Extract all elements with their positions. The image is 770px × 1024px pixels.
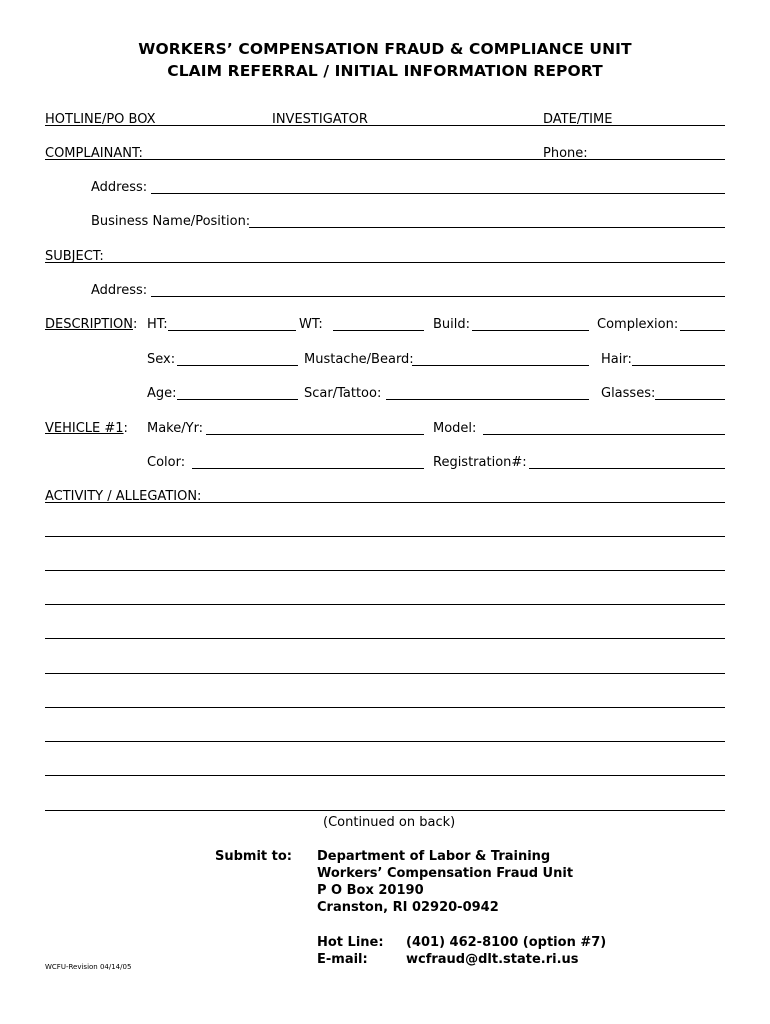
- mustache-label: Mustache/Beard:: [304, 352, 414, 367]
- hotline-number: (401) 462-8100 (option #7): [406, 935, 607, 950]
- color-field[interactable]: [192, 468, 424, 469]
- ht-field[interactable]: [168, 330, 296, 331]
- subject-address-label: Address:: [91, 283, 148, 298]
- ht-label: HT:: [147, 317, 168, 332]
- sex-label: Sex:: [147, 352, 176, 367]
- submit-to-label: Submit to:: [215, 849, 293, 864]
- scar-label: Scar/Tattoo:: [304, 386, 382, 401]
- wt-label: WT:: [299, 317, 323, 332]
- subject-address-field[interactable]: [151, 296, 725, 297]
- activity-blank-line[interactable]: [45, 810, 725, 811]
- age-field[interactable]: [177, 399, 298, 400]
- registration-field[interactable]: [529, 468, 725, 469]
- vehicle-label: VEHICLE #1:: [45, 421, 128, 436]
- activity-blank-line[interactable]: [45, 707, 725, 708]
- complexion-field[interactable]: [680, 330, 725, 331]
- datetime-label: DATE/TIME: [543, 112, 613, 127]
- sex-field[interactable]: [177, 365, 298, 366]
- email-address[interactable]: wcfraud@dlt.state.ri.us: [406, 952, 579, 967]
- registration-label: Registration#:: [433, 455, 527, 470]
- complainant-label: COMPLAINANT:: [45, 146, 143, 161]
- hair-field[interactable]: [632, 365, 725, 366]
- glasses-field[interactable]: [655, 399, 725, 400]
- continued-note: (Continued on back): [323, 815, 456, 830]
- business-label: Business Name/Position:: [91, 214, 251, 229]
- activity-label: ACTIVITY / ALLEGATION:: [45, 489, 202, 504]
- glasses-label: Glasses:: [601, 386, 656, 401]
- activity-blank-line[interactable]: [45, 673, 725, 674]
- description-label: DESCRIPTION:: [45, 317, 138, 332]
- complainant-address-field[interactable]: [151, 193, 725, 194]
- scar-field[interactable]: [386, 399, 589, 400]
- activity-line[interactable]: [45, 502, 725, 503]
- address-line: Cranston, RI 02920-0942: [317, 900, 499, 915]
- hair-label: Hair:: [601, 352, 632, 367]
- form-title-line-2: CLAIM REFERRAL / INITIAL INFORMATION REPORT: [167, 62, 603, 80]
- color-label: Color:: [147, 455, 186, 470]
- wt-field[interactable]: [333, 330, 424, 331]
- makeyr-label: Make/Yr:: [147, 421, 204, 436]
- activity-blank-line[interactable]: [45, 570, 725, 571]
- address-line: Department of Labor & Training: [317, 849, 551, 864]
- complainant-address-label: Address:: [91, 180, 148, 195]
- activity-blank-line[interactable]: [45, 604, 725, 605]
- address-line: Workers’ Compensation Fraud Unit: [317, 866, 574, 881]
- makeyr-field[interactable]: [206, 434, 424, 435]
- hotline-investigator-date-line[interactable]: [45, 125, 725, 126]
- investigator-label: INVESTIGATOR: [272, 112, 368, 127]
- email-footer-label: E-mail:: [317, 952, 368, 967]
- age-label: Age:: [147, 386, 177, 401]
- subject-line[interactable]: [45, 262, 725, 263]
- revision-note: WCFU-Revision 04/14/05: [45, 963, 132, 971]
- hotline-label: HOTLINE/PO BOX: [45, 112, 156, 127]
- build-field[interactable]: [472, 330, 589, 331]
- form-title-line-1: WORKERS’ COMPENSATION FRAUD & COMPLIANCE UNIT: [138, 40, 632, 58]
- activity-blank-line[interactable]: [45, 638, 725, 639]
- activity-blank-line[interactable]: [45, 536, 725, 537]
- phone-label: Phone:: [543, 146, 588, 161]
- model-label: Model:: [433, 421, 477, 436]
- complexion-label: Complexion:: [597, 317, 679, 332]
- mustache-field[interactable]: [412, 365, 589, 366]
- business-field[interactable]: [249, 227, 725, 228]
- build-label: Build:: [433, 317, 471, 332]
- complainant-line[interactable]: [45, 159, 725, 160]
- hotline-footer-label: Hot Line:: [317, 935, 384, 950]
- address-line: P O Box 20190: [317, 883, 424, 898]
- model-field[interactable]: [483, 434, 725, 435]
- subject-label: SUBJECT:: [45, 249, 104, 264]
- activity-blank-line[interactable]: [45, 741, 725, 742]
- activity-blank-line[interactable]: [45, 775, 725, 776]
